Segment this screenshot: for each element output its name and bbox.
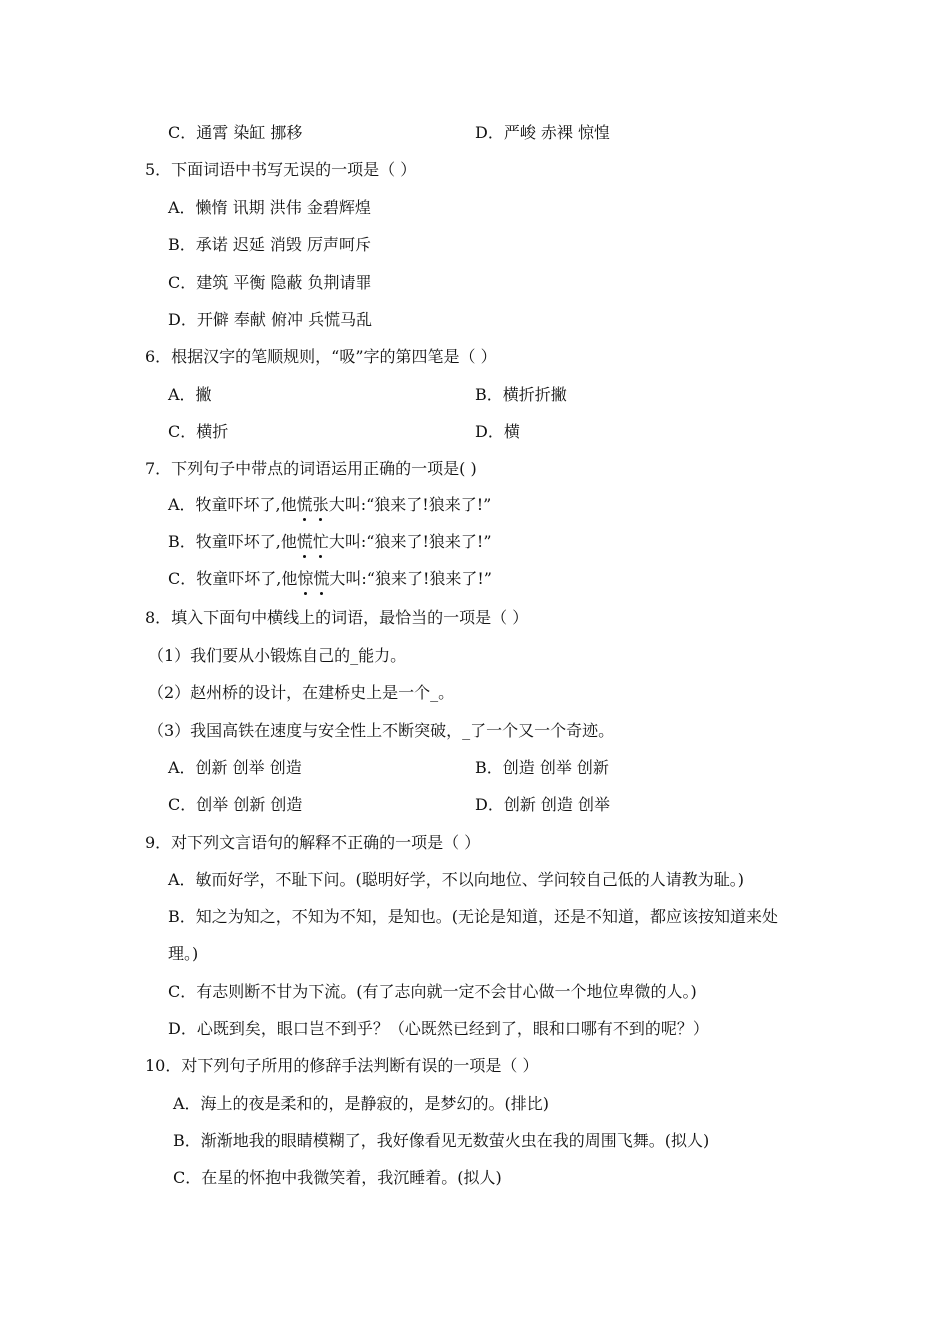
q6-option-d: D．横	[475, 422, 520, 441]
dotted-char: 忙	[312, 532, 329, 551]
q6-option-b: B．横折折撇	[475, 385, 567, 404]
q7-option-b-suffix: 大叫:“狼来了!狼来了!”	[328, 532, 492, 551]
q8-sentence-1: （1）我们要从小锻炼自己的_能力。	[148, 646, 407, 665]
dotted-char: 慌	[296, 532, 313, 551]
q5-option-c: C．建筑 平衡 隐蔽 负荆请罪	[168, 273, 372, 292]
q4-option-c: C．通霄 染缸 挪移	[168, 123, 303, 142]
q7-option-a-prefix: A．牧童吓坏了,他	[168, 495, 297, 514]
q10-stem: 10．对下列句子所用的修辞手法判断有误的一项是（ ）	[145, 1056, 539, 1075]
q7-option-b-prefix: B．牧童吓坏了,他	[168, 532, 297, 551]
q10-option-b: B．渐渐地我的眼睛模糊了，我好像看见无数萤火虫在我的周围飞舞。(拟人)	[173, 1131, 710, 1150]
dotted-char: 惊	[297, 569, 314, 588]
q6-option-a: A．撇	[168, 385, 212, 404]
q5-option-b: B．承诺 迟延 消毁 厉声呵斥	[168, 235, 372, 254]
q8-option-a: A．创新 创举 创造	[168, 758, 302, 777]
q6-stem: 6．根据汉字的笔顺规则，“吸”字的第四笔是（ ）	[145, 347, 497, 366]
q9-stem: 9．对下列文言语句的解释不正确的一项是（ ）	[145, 833, 481, 852]
q5-option-d: D．开僻 奉献 俯冲 兵慌马乱	[168, 310, 373, 329]
q7-option-a	[168, 494, 491, 516]
q7-option-c-suffix: 大叫:“狼来了!狼来了!”	[329, 569, 492, 588]
q8-sentence-3: （3）我国高铁在速度与安全性上不断突破，_了一个又一个奇迹。	[148, 721, 615, 740]
dotted-char: 张	[312, 495, 329, 514]
q9-option-c: C．有志则断不甘为下流。(有了志向就一定不会甘心做一个地位卑微的人。)	[168, 982, 697, 1001]
q8-sentence-2: （2）赵州桥的设计，在建桥史上是一个_。	[148, 683, 455, 702]
q6-option-c: C．横折	[168, 422, 229, 441]
q7-stem: 7．下列句子中带点的词语运用正确的一项是( )	[145, 459, 477, 478]
q7-option-a-suffix: 大叫:“狼来了!狼来了!”	[328, 495, 492, 514]
q10-option-a: A．海上的夜是柔和的，是静寂的，是梦幻的。(排比)	[173, 1094, 550, 1113]
q7-option-c-prefix: C．牧童吓坏了,他	[168, 569, 298, 588]
dotted-char: 慌	[296, 495, 313, 514]
q7-option-c	[168, 568, 492, 590]
q7-option-b	[168, 531, 492, 553]
q9-option-a: A．敏而好学，不耻下问。(聪明好学，不以向地位、学问较自己低的人请教为耻。)	[168, 870, 745, 889]
q9-option-b-line-1: B．知之为知之，不知为不知，是知也。(无论是知道，还是不知道，都应该按知道来处	[168, 907, 779, 926]
q5-option-a: A．懒惰 讯期 洪伟 金碧辉煌	[168, 198, 371, 217]
dotted-char: 慌	[313, 569, 330, 588]
q8-option-b: B．创造 创举 创新	[475, 758, 609, 777]
q8-option-d: D．创新 创造 创举	[475, 795, 611, 814]
q9-option-b-line-2: 理。)	[168, 944, 199, 963]
q9-option-d: D．心既到矣，眼口岂不到乎？（心既然已经到了，眼和口哪有不到的呢？）	[168, 1019, 709, 1038]
q4-option-d: D．严峻 赤裸 惊惶	[475, 123, 611, 142]
q8-option-c: C．创举 创新 创造	[168, 795, 303, 814]
q10-option-c: C．在星的怀抱中我微笑着，我沉睡着。(拟人)	[173, 1168, 502, 1187]
q8-stem: 8．填入下面句中横线上的词语，最恰当的一项是（ ）	[145, 608, 529, 627]
q5-stem: 5．下面词语中书写无误的一项是（ ）	[145, 160, 417, 179]
